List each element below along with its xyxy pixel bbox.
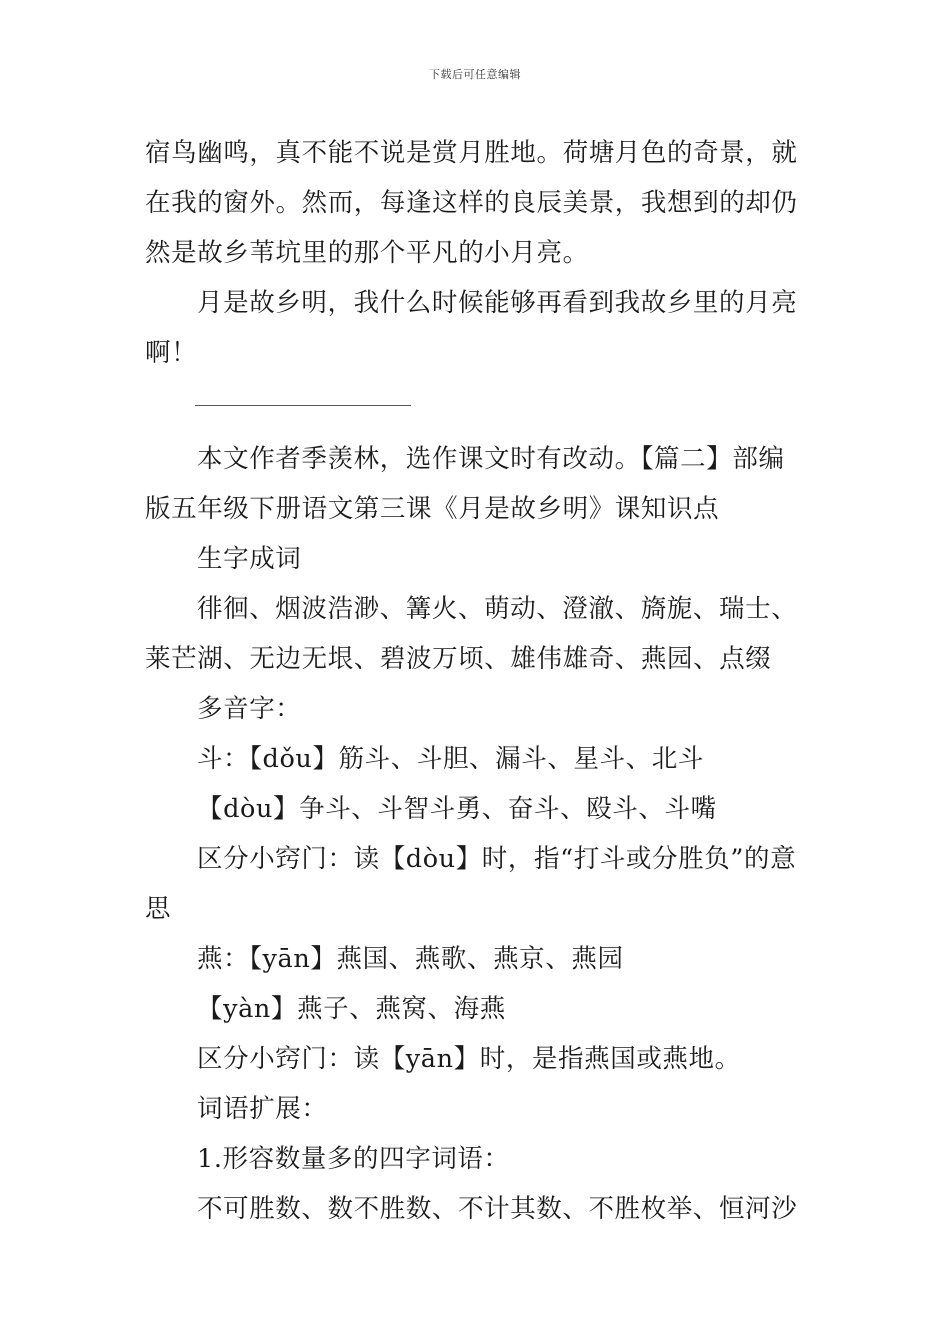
text-line: 思 xyxy=(145,894,172,924)
text-line: 版五年级下册语文第三课《月是故乡明》课知识点 xyxy=(145,494,720,524)
text-line: 徘徊、烟波浩渺、篝火、萌动、澄澈、旖旎、瑞士、 xyxy=(197,594,798,624)
separator-line xyxy=(195,405,411,406)
text-line: 斗：【dǒu】筋斗、斗胆、漏斗、星斗、北斗 xyxy=(197,744,704,774)
text-line: 月是故乡明，我什么时候能够再看到我故乡里的月亮 xyxy=(197,288,798,318)
text-line: 【dòu】争斗、斗智斗勇、奋斗、殴斗、斗嘴 xyxy=(197,794,717,824)
section-heading: 多音字： xyxy=(197,694,302,724)
text-line: 啊！ xyxy=(145,338,198,368)
text-line: 在我的窗外。然而，每逢这样的良辰美景，我想到的却仍 xyxy=(145,188,798,218)
text-line: 宿鸟幽鸣，真不能不说是赏月胜地。荷塘月色的奇景，就 xyxy=(145,138,798,168)
document-body xyxy=(145,128,815,1234)
section-heading: 生字成词 xyxy=(197,544,302,574)
text-line: 1.形容数量多的四字词语： xyxy=(197,1144,510,1174)
text-line: 燕：【yān】燕国、燕歌、燕京、燕园 xyxy=(197,944,624,974)
page-header: 下载后可任意编辑 xyxy=(429,68,521,81)
text-line: 然是故乡苇坑里的那个平凡的小月亮。 xyxy=(145,238,589,268)
section-heading: 词语扩展： xyxy=(197,1094,328,1124)
text-line: 【yàn】燕子、燕窝、海燕 xyxy=(197,994,506,1024)
footnote-separator xyxy=(145,378,815,434)
text-line: 莱芒湖、无边无垠、碧波万顷、雄伟雄奇、燕园、点缀 xyxy=(145,644,772,674)
text-line: 区分小窍门：读【yān】时，是指燕国或燕地。 xyxy=(197,1044,741,1074)
text-line: 不可胜数、数不胜数、不计其数、不胜枚举、恒河沙 xyxy=(197,1194,798,1224)
text-line: 区分小窍门：读【dòu】时，指“打斗或分胜负”的意 xyxy=(197,844,797,874)
text-line: 本文作者季羡林，选作课文时有改动。【篇二】部编 xyxy=(197,444,785,474)
